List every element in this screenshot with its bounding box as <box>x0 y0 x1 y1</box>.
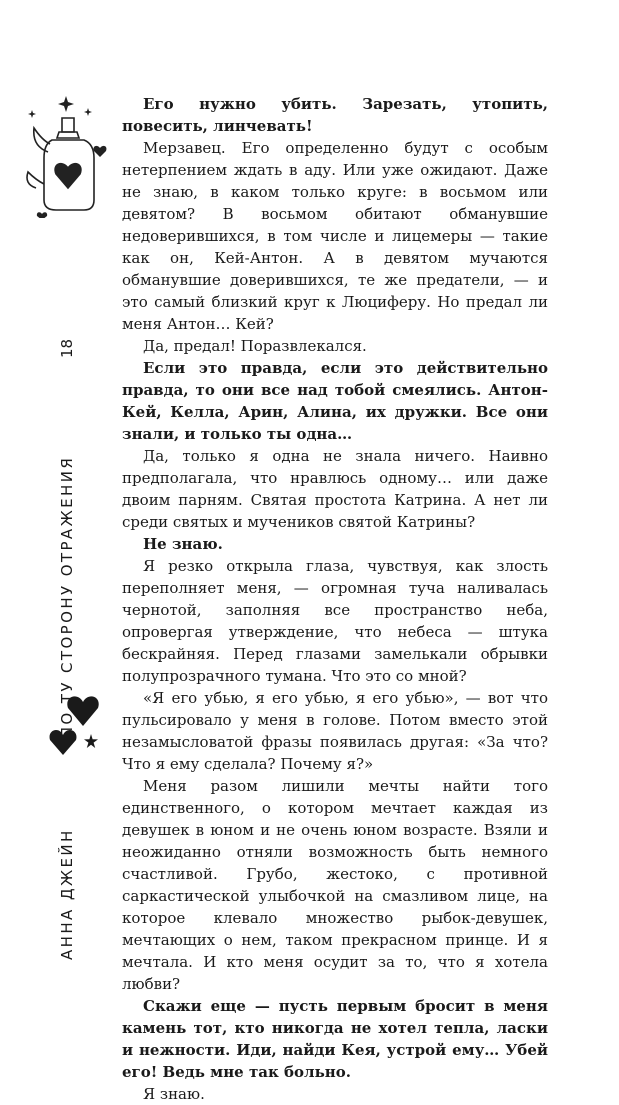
paragraph: Мерзавец. Его определенно будут с особым нетерпением ждать в аду. Или уже ожидают. Даже не знаю, в каком только круге: в восьмом или девятом? В восьмом обитают обманувшие недоверившихся, в том числе и лицемеры — такие как он, Кей-Антон. А в девятом мучаются обманувшие доверившихся, те же предатели, — и это самый близкий круг к Люциферу. Но предал ли меня Антон… Кей? <box>122 139 548 333</box>
paragraph: Я знаю. <box>143 1085 205 1103</box>
paragraph: Если это правда, если это действительно правда, то они все над тобой смеялись. Антон-Кей, Келла, Арин, Алина, их дружки. Все они знали, и только ты одна… <box>122 359 548 443</box>
paragraph: Да, предал! Поразвлекался. <box>143 337 367 355</box>
paragraph: Скажи еще — пусть первым бросит в меня камень тот, кто никогда не хотел тепла, ласки и нежности. Иди, найди Кея, устрой ему… Убей его! Ведь мне так больно. <box>122 997 548 1081</box>
paragraph: Не знаю. <box>143 535 223 553</box>
author-name: АННА ДЖЕЙН <box>58 828 76 960</box>
paragraph: Меня разом лишили мечты найти того единственного, о котором мечтает каждая из девушек в юном и не очень юном возрасте. Взяли и неожиданно отняли возможность быть немного счастливой. Грубо, жестоко, с противной саркастической улыбочкой на смазливом лице, на которое клевало множество рыбок-девушек, мечтающих о нем, таком прекрасном принце. И я мечтала. И кто меня осудит за то, что я хотела любви? <box>122 777 548 993</box>
page-number: 18 <box>58 338 76 358</box>
body-text <box>122 93 548 1105</box>
paragraph: Его нужно убить. Зарезать, утопить, повесить, линчевать! <box>122 95 548 135</box>
paragraph: «Я его убью, я его убью, я его убью», — вот что пульсировало у меня в голове. Потом вместо этой незамысловатой фразы появилась другая: «За что? Что я ему сделала? Почему я?» <box>122 689 548 773</box>
running-header <box>58 456 76 960</box>
perfume-bottle-icon <box>22 88 114 218</box>
star-icon <box>84 733 98 747</box>
paragraph: Я резко открыла глаза, чувствуя, как злость переполняет меня, — огромная туча наливалась чернотой, заполняя все пространство неба, опровергая утверждение, что небеса — штука бескрайняя. Перед глазами замелькали обрывки полупрозрачного тумана. Что это со мной? <box>122 557 548 685</box>
book-title: ПО ТУ СТОРОНУ ОТРАЖЕНИЯ <box>58 455 76 739</box>
paragraph: Да, только я одна не знала ничего. Наивно предполагала, что нравлюсь одному… или даже двоим парням. Святая простота Катрина. А нет ли среди святых и мучеников святой Катрины? <box>122 447 548 531</box>
